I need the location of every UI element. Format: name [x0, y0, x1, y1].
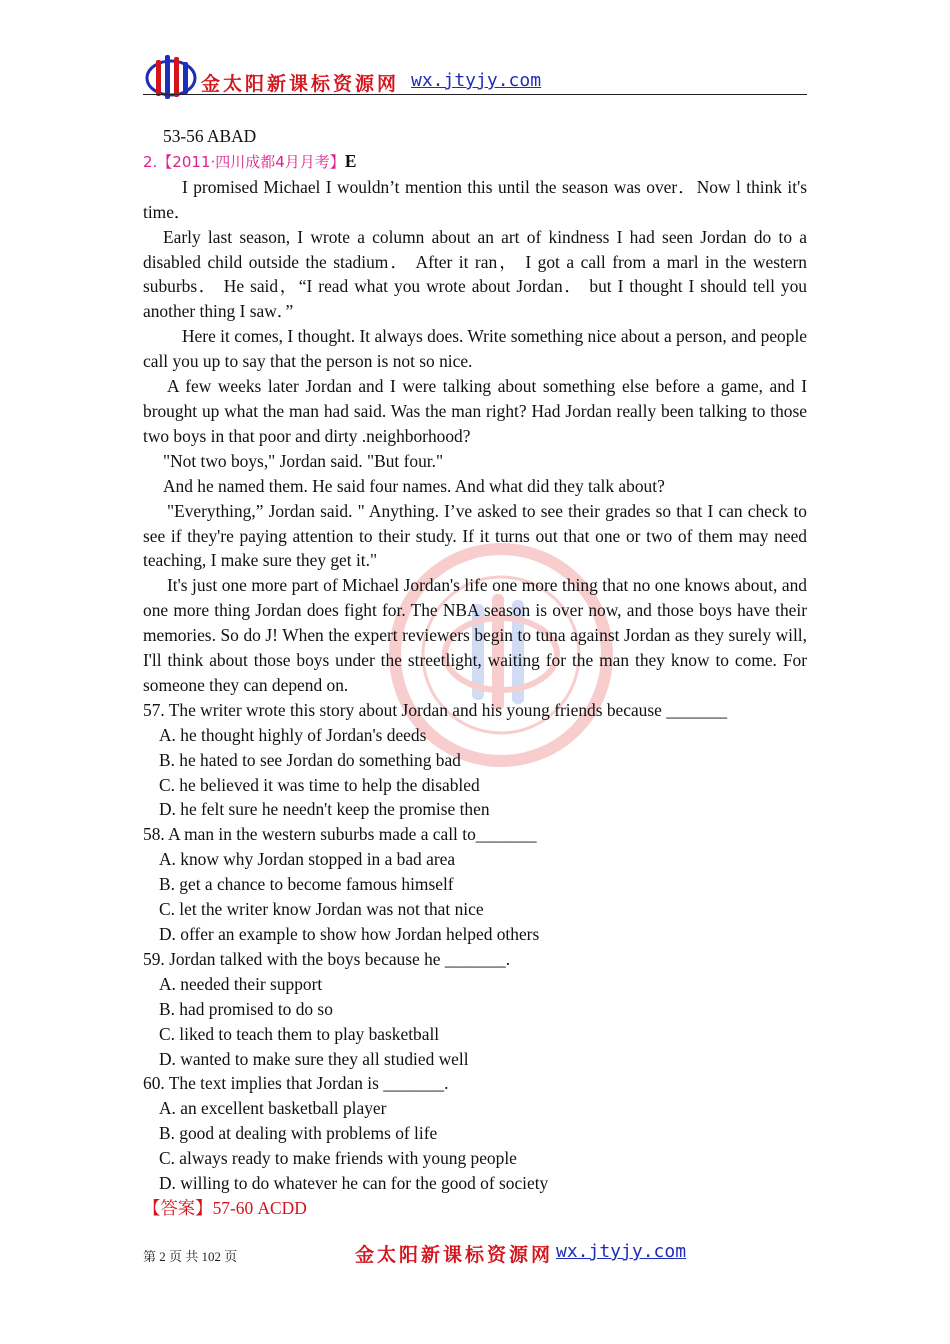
question-option: C. let the writer know Jordan was not that nice	[159, 899, 484, 920]
question-option: C. liked to teach them to play basketball	[159, 1023, 440, 1044]
question-stem: 58. A man in the western suburbs made a call to_______	[143, 824, 537, 845]
footer-brand: 金太阳新课标资源网	[355, 1244, 554, 1266]
passage-paragraph: I promised Michael I wouldn’t mention this until the season was over．Now l think it's time．	[143, 176, 807, 222]
passage-paragraph: "Everything,” Jordan said. " Anything. I’ve asked to see their grades so that I can check to see if they're paying attention to their study. If it turns out that one or two of them may need teaching, I make sure they get it."	[143, 500, 807, 571]
page-footer	[143, 1238, 807, 1268]
passage-paragraph: And he named them. He said four names. And what did they talk about?	[163, 475, 665, 496]
question-option: D. offer an example to show how Jordan helped others	[159, 924, 540, 944]
section-letter: E	[344, 150, 357, 171]
question-option: B. good at dealing with problems of life	[159, 1123, 438, 1144]
page-header	[143, 52, 807, 100]
header-site-link[interactable]: wx.jtyjy.com	[411, 70, 542, 91]
question-option: A. he thought highly of Jordan's deeds	[159, 724, 427, 745]
question-option: D. willing to do whatever he can for the good of society	[159, 1173, 549, 1194]
question-option: B. get a chance to become famous himself	[159, 874, 454, 895]
question-option: C. always ready to make friends with young people	[159, 1148, 517, 1169]
passage-paragraph: A few weeks later Jordan and I were talking about something else before a game, and I brought up what the man had said. Was the man right? Had Jordan really been talking to those two boys in that poor and dirty .neighborhood?	[143, 376, 807, 446]
header-brand: 金太阳新课标资源网	[201, 73, 400, 95]
answer-line	[143, 1196, 807, 1221]
document-body	[143, 124, 807, 1221]
passage-paragraph: Early last season, I wrote a column about an art of kindness I had seen Jordan do to a disabled child outside the stadium． After it ran， I got a call from a marl in the western suburbs． He said，“I read what you wrote about Jordan． but I thought I should tell you another thing I saw．”	[143, 226, 807, 322]
answer-label: 【答案】	[143, 1197, 213, 1218]
question-option: C. he believed it was time to help the disabled	[159, 774, 480, 795]
question-stem: 59. Jordan talked with the boys because he _______.	[143, 948, 511, 969]
passage-paragraph: It's just one more part of Michael Jordan's life one more thing that no one knows about, and one more thing Jordan does fight for. The NBA season is over now, and those boys have their memories. So do J! When the expert reviewers begin to tuna against Jordan as they surely will, I'll think about those boys under the streetlight, waiting for the man they know to come. For someone they can depend on.	[143, 575, 807, 695]
question-option: A. an excellent basketball player	[159, 1098, 387, 1119]
passage-paragraph: "Not two boys," Jordan said. "But four."	[163, 450, 444, 471]
question-stem: 57. The writer wrote this story about Jordan and his young friends because _______	[143, 699, 728, 720]
header-divider	[143, 94, 807, 95]
question-option: D. he felt sure he needn't keep the promise then	[159, 799, 490, 820]
page-number: 第 2 页 共 102 页	[143, 1249, 238, 1264]
question-option: A. needed their support	[159, 973, 323, 994]
section-heading	[143, 149, 807, 175]
question-option: B. he hated to see Jordan do something bad	[159, 749, 461, 770]
answer-value: 57-60 ACDD	[212, 1197, 307, 1218]
section-label: 2.【2011·四川成都4月月考】	[143, 152, 345, 171]
footer-site-link[interactable]: wx.jtyjy.com	[556, 1241, 687, 1262]
question-option: A. know why Jordan stopped in a bad area	[159, 849, 456, 870]
question-option: B. had promised to do so	[159, 998, 333, 1019]
previous-answer: 53-56 ABAD	[163, 126, 257, 146]
passage-paragraph: Here it comes, I thought. It always does. Write something nice about a person, and people call you up to say that the person is not so nice.	[143, 326, 807, 372]
question-option: D. wanted to make sure they all studied well	[159, 1048, 469, 1069]
question-stem: 60. The text implies that Jordan is _______.	[143, 1073, 449, 1094]
